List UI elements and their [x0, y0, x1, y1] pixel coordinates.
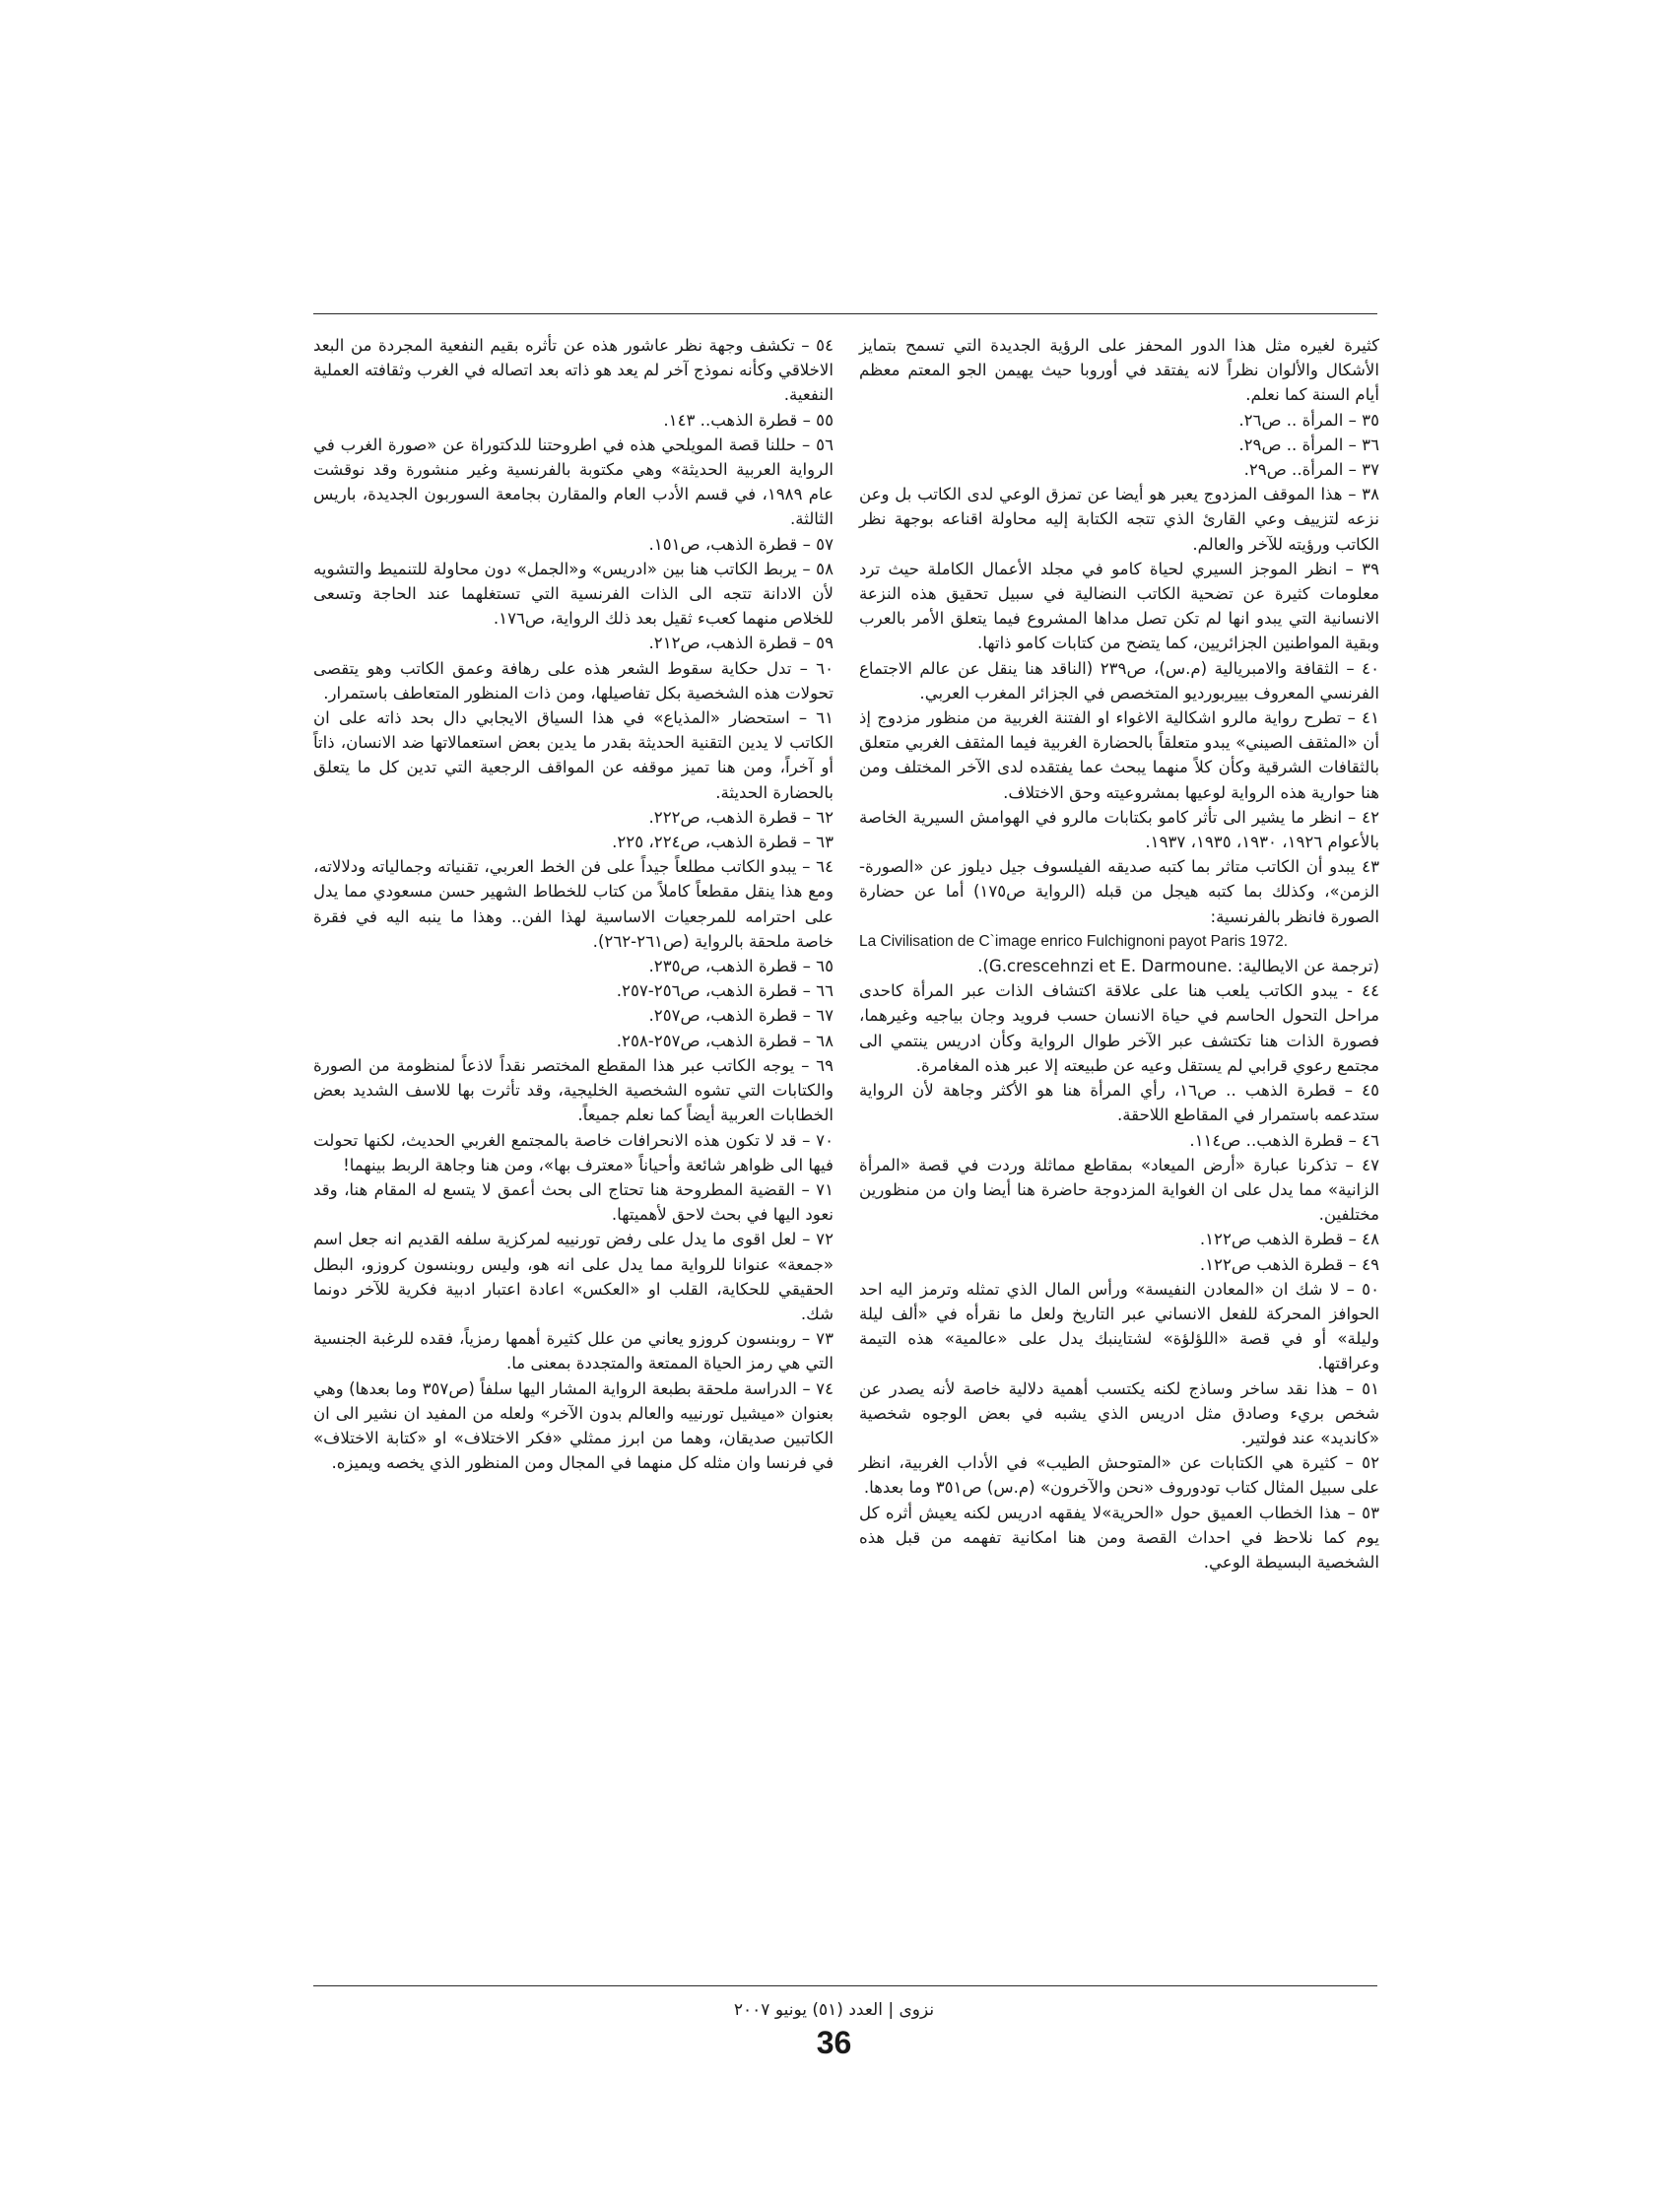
note-text: ٤٩ – قطرة الذهب ص١٢٢. [1199, 1254, 1379, 1274]
note-text: ٦٠ – تدل حكاية سقوط الشعر هذه على رهافة وعمق الكاتب وهو يتقصى تحولات هذه الشخصية بكل تفاصيلها، ومن ذات المنظور المتعاطف باستمرار. [313, 658, 834, 703]
note-text: ٦٨ – قطرة الذهب، ص٢٥٧-٢٥٨. [616, 1031, 834, 1050]
note-text: ٦١ – استحضار «المذياع» في هذا السياق الايجابي دال بحد ذاته على ان الكاتب لا يدين التقنية الحديثة بقدر ما يدين بعض استعمالاتها ضد الانسان، ذاتاً أو آخراً، ومن هنا تميز موقفه عن المواقف الرجعية التي تدين كل ما يتعلق بالحضارة الحديثة. [313, 708, 834, 802]
header-rule [313, 313, 1377, 314]
note-text: ٣٥ – المرأة .. ص٢٦. [1238, 410, 1379, 430]
note-text: ٤١ – تطرح رواية مالرو اشكالية الاغواء او الفتنة الغربية من منظور مزدوج إذ أن «المثقف الصيني» يبدو متعلقاً بالحضارة الغربية فيما المثقف الغربي متعلق بالثقافات الشرقية وكأن كلاً منهما يبحث عما يفتقده لدى الآخر المختلف ومن هنا حوارية هذه الرواية لوعيها بمشروعيته وحق الاختلاف. [859, 708, 1379, 802]
note-text: كثيرة لغيره مثل هذا الدور المحفز على الرؤية الجديدة التي تسمح بتمايز الأشكال والألوان نظراً لانه يفتقد في أوروبا حيث يهيمن الجو المعتم معظم أيام السنة كما نعلم. [859, 336, 1379, 405]
note-text: ٧١ – القضية المطروحة هنا تحتاج الى بحث أعمق لا يتسع له المقام هنا، وقد نعود اليها في بحث لاحق لأهميتها. [313, 1179, 834, 1225]
issue-line: نزوى | العدد (٥١) يونيو ٢٠٠٧ [733, 2000, 935, 2020]
note-text: ٥٧ – قطرة الذهب، ص١٥١. [648, 534, 834, 554]
note-text: ٥٥ – قطرة الذهب.. ١٤٣. [663, 410, 834, 430]
note-text: ٣٩ – انظر الموجز السيري لحياة كامو في مجلد الأعمال الكاملة حيث ترد معلومات كثيرة عن تضحية الكاتب النضالية في سبيل تحقيق هذه النزعة الانسانية التي يبدو انها لم تكن تصل مداها المشروع فيما يتعلق الأمر بالعرب وبقية المواطنين الجزائريين، كما يتضح من كتابات كامو ذاتها. [859, 559, 1379, 653]
footer-rule [313, 1985, 1377, 1986]
note-text: ٧٠ – قد لا تكون هذه الانحرافات خاصة بالمجتمع الغربي الحديث، لكنها تحولت فيها الى ظواهر شائعة وأحياناً «معترف بها»، ومن هنا وجاهة الربط بينهما! [313, 1130, 834, 1174]
page-number: 36 [816, 2025, 852, 2060]
note-text: ٥٦ – حللنا قصة المويلحي هذه في اطروحتنا للدكتوراة عن «صورة الغرب في الرواية العربية الحديثة» وهي مكتوبة بالفرنسية وغير منشورة وقد نوقشت عام ١٩٨٩، في قسم الأدب العام والمقارن بجامعة السوربون الجديدة، باريس الثالثة. [313, 435, 834, 529]
note-text: ٥٤ – تكشف وجهة نظر عاشور هذه عن تأثره بقيم النفعية المجردة من البعد الاخلاقي وكأنه نموذج آخر لم يعد هو ذاته بعد اتصاله في الغرب وثقافته العملية النفعية. [313, 336, 834, 405]
note-text: ٥٣ – هذا الخطاب العميق حول «الحرية»لا يفقهه ادريس لكنه يعيش أثره كل يوم كما نلاحظ في احداث القصة ومن هنا امكانية تفهمه من قبل هذه الشخصية البسيطة الوعي. [859, 1503, 1379, 1572]
note-text: ٧٢ – لعل اقوى ما يدل على رفض تورنييه لمركزية سلفه القديم انه جعل اسم «جمعة» عنوانا للرواية مما يدل على انه هو، وليس روبنسون كروزو، البطل الحقيقي للحكاية، القلب او «العكس» اعادة اعتبار ادبية فكرية للآخر دونما شك. [313, 1230, 834, 1323]
note-text: (ترجمة عن الايطالية: .G.crescehnzi et E. Darmoune). [977, 957, 1379, 976]
note-text: ٣٨ – هذا الموقف المزدوج يعبر هو أيضا عن تمزق الوعي لدى الكاتب بل وعن نزعه لتزييف وعي القارئ الذي تتجه الكتابة إليه محاولة اقناعه بوجهة نظر الكاتب ورؤيته للآخر والعالم. [859, 485, 1379, 554]
notes-column-right [859, 333, 1379, 1575]
note-text: ٦٧ – قطرة الذهب، ص٢٥٧. [648, 1006, 834, 1026]
note-text: ٥٢ – كثيرة هي الكتابات عن «المتوحش الطيب» في الأداب الغربية، انظر على سبيل المثال كتاب تودوروف «نحن والآخرون» (م.س) ص٣٥١ وما بعدها. [859, 1453, 1379, 1498]
note-text: ٣٦ – المرأة .. ص٢٩. [1238, 435, 1379, 454]
note-text: ٦٣ – قطرة الذهب، ص٢٢٤، ٢٢٥. [612, 833, 834, 852]
note-text: ٤٢ – انظر ما يشير الى تأثر كامو بكتابات مالرو في الهوامش السيرية الخاصة بالأعوام ١٩٢٦، ١٩٣٠، ١٩٣٥، ١٩٣٧. [859, 807, 1379, 852]
note-text: ٦٥ – قطرة الذهب، ص٢٣٥. [648, 957, 834, 976]
note-text: ٤٣ يبدو أن الكاتب متاثر بما كتبه صديقه الفيلسوف جيل ديلوز عن «الصورة- الزمن»، وكذلك بما كتبه هيجل من قبله (الرواية ص١٧٥) أما عن حضارة الصورة فانظر بالفرنسية: [859, 857, 1380, 926]
note-text: ٤٤ - يبدو الكاتب يلعب هنا على علاقة اكتشاف الذات عبر المرأة كاحدى مراحل التحول الحاسم في حياة الانسان حسب فرويد وجان بياجيه وغيرهما، فصورة الذات هنا تكتشف عبر الآخر طوال الرواية وكأن ادريس ينتمي الى مجتمع رعوي قرابي لم يستقل وعيه عن طبيعته إلا عبر هذه المغامرة. [859, 981, 1379, 1075]
note-text: ٥١ – هذا نقد ساخر وساذج لكنه يكتسب أهمية دلالية خاصة لأنه يصدر عن شخص بريء وصادق مثل ادريس الذي يشبه في بعض الوجوه شخصية «كانديد» عند فولتير. [859, 1378, 1379, 1447]
note-text: ٦٩ – يوجه الكاتب عبر هذا المقطع المختصر نقداً لاذعاً لمنظومة من الصورة والكتابات التي تشوه الشخصية الخليجية، وقد تأثرت بها للاسف الشديد بعض الخطابات العربية أيضاً كما نعلم جميعاً. [313, 1055, 834, 1125]
note-text: ٧٣ – روبنسون كروزو يعاني من علل كثيرة أهمها رمزياً، فقده للرغبة الجنسية التي هي رمز الحياة الممتعة والمتجددة بمعنى ما. [313, 1329, 834, 1374]
note-text: ٤٨ – قطرة الذهب ص١٢٢. [1199, 1230, 1379, 1249]
note-text: ٦٢ – قطرة الذهب، ص٢٢٢. [648, 807, 834, 827]
note-text: ٥٨ – يربط الكاتب هنا بين «ادريس» و«الجمل» دون محاولة للتنميط والتشويه لأن الادانة تتجه الى الذات الفرنسية التي تستغلهما عند الحاجة وتسعى للخلاص منهما كعبء ثقيل بعد ذلك الرواية، ص١٧٦. [313, 559, 834, 629]
note-text: ٣٧ – المرأة.. ص٢٩. [1243, 460, 1379, 480]
note-text: ٤٥ – قطرة الذهب .. ص١٦، رأي المرأة هنا هو الأكثر وجاهة لأن الرواية ستدعمه باستمرار في المقاطع اللاحقة. [859, 1081, 1379, 1125]
note-text: ٤٠ – الثقافة والامبريالية (م.س)، ص٢٣٩ (الناقد هنا ينقل عن عالم الاجتماع الفرنسي المعروف بييربورديو المتخصص في الجزائر المغرب العربي. [859, 658, 1379, 703]
note-text: ٦٤ – يبدو الكاتب مطلعاً جيداً على فن الخط العربي، تقنياته وجمالياته ودلالاته، ومع هذا ينقل مقطعاً كاملاً من كتاب للخطاط الشهير حسن مسعودي مما يدل على احترامه للمرجعيات الاساسية لهذا الفن.. وهذا ما ينبه اليه في فقرة خاصة ملحقة بالرواية (ص٢٦١-٢٦٢). [313, 857, 834, 951]
notes-column-left [313, 333, 834, 1475]
note-text: ٦٦ – قطرة الذهب، ص٢٥٦-٢٥٧. [616, 981, 834, 1001]
note-text: ٥٠ – لا شك ان «المعادن النفيسة» ورأس المال الذي تمثله وترمز اليه احد الحوافز المحركة للفعل الانساني عبر التاريخ ولعل ما نقرأه في «ألف ليلة وليلة» أو في قصة «اللؤلؤة» لشتاينبك يدل على «عالمية» هذه التيمة وعراقتها. [859, 1279, 1379, 1374]
french-citation: La Civilisation de C`image enrico Fulchignoni payot Paris 1972. [859, 932, 1289, 950]
note-text: ٧٤ – الدراسة ملحقة بطبعة الرواية المشار اليها سلفاً (ص٣٥٧ وما بعدها) وهي بعنوان «ميشيل تورنييه والعالم بدون الآخر» ولعله من المفيد ان نشير الى ان الكاتبين صديقان، وهما من ابرز ممثلي «فكر الاختلاف» او «كتابة الاختلاف» في فرنسا وان مثله كل منهما في المجال ومن المنظور الذي يخصه ويميزه. [313, 1378, 834, 1473]
note-text: ٥٩ – قطرة الذهب، ص٢١٢. [648, 634, 834, 653]
note-text: ٤٦ – قطرة الذهب.. ص١١٤. [1189, 1130, 1379, 1150]
note-text: ٤٧ – تذكرنا عبارة «أرض الميعاد» بمقاطع مماثلة وردت في قصة «المرأة الزانية» مما يدل على ان الغواية المزدوجة حاضرة هنا أيضا وان من منظورين مختلفين. [859, 1155, 1379, 1225]
